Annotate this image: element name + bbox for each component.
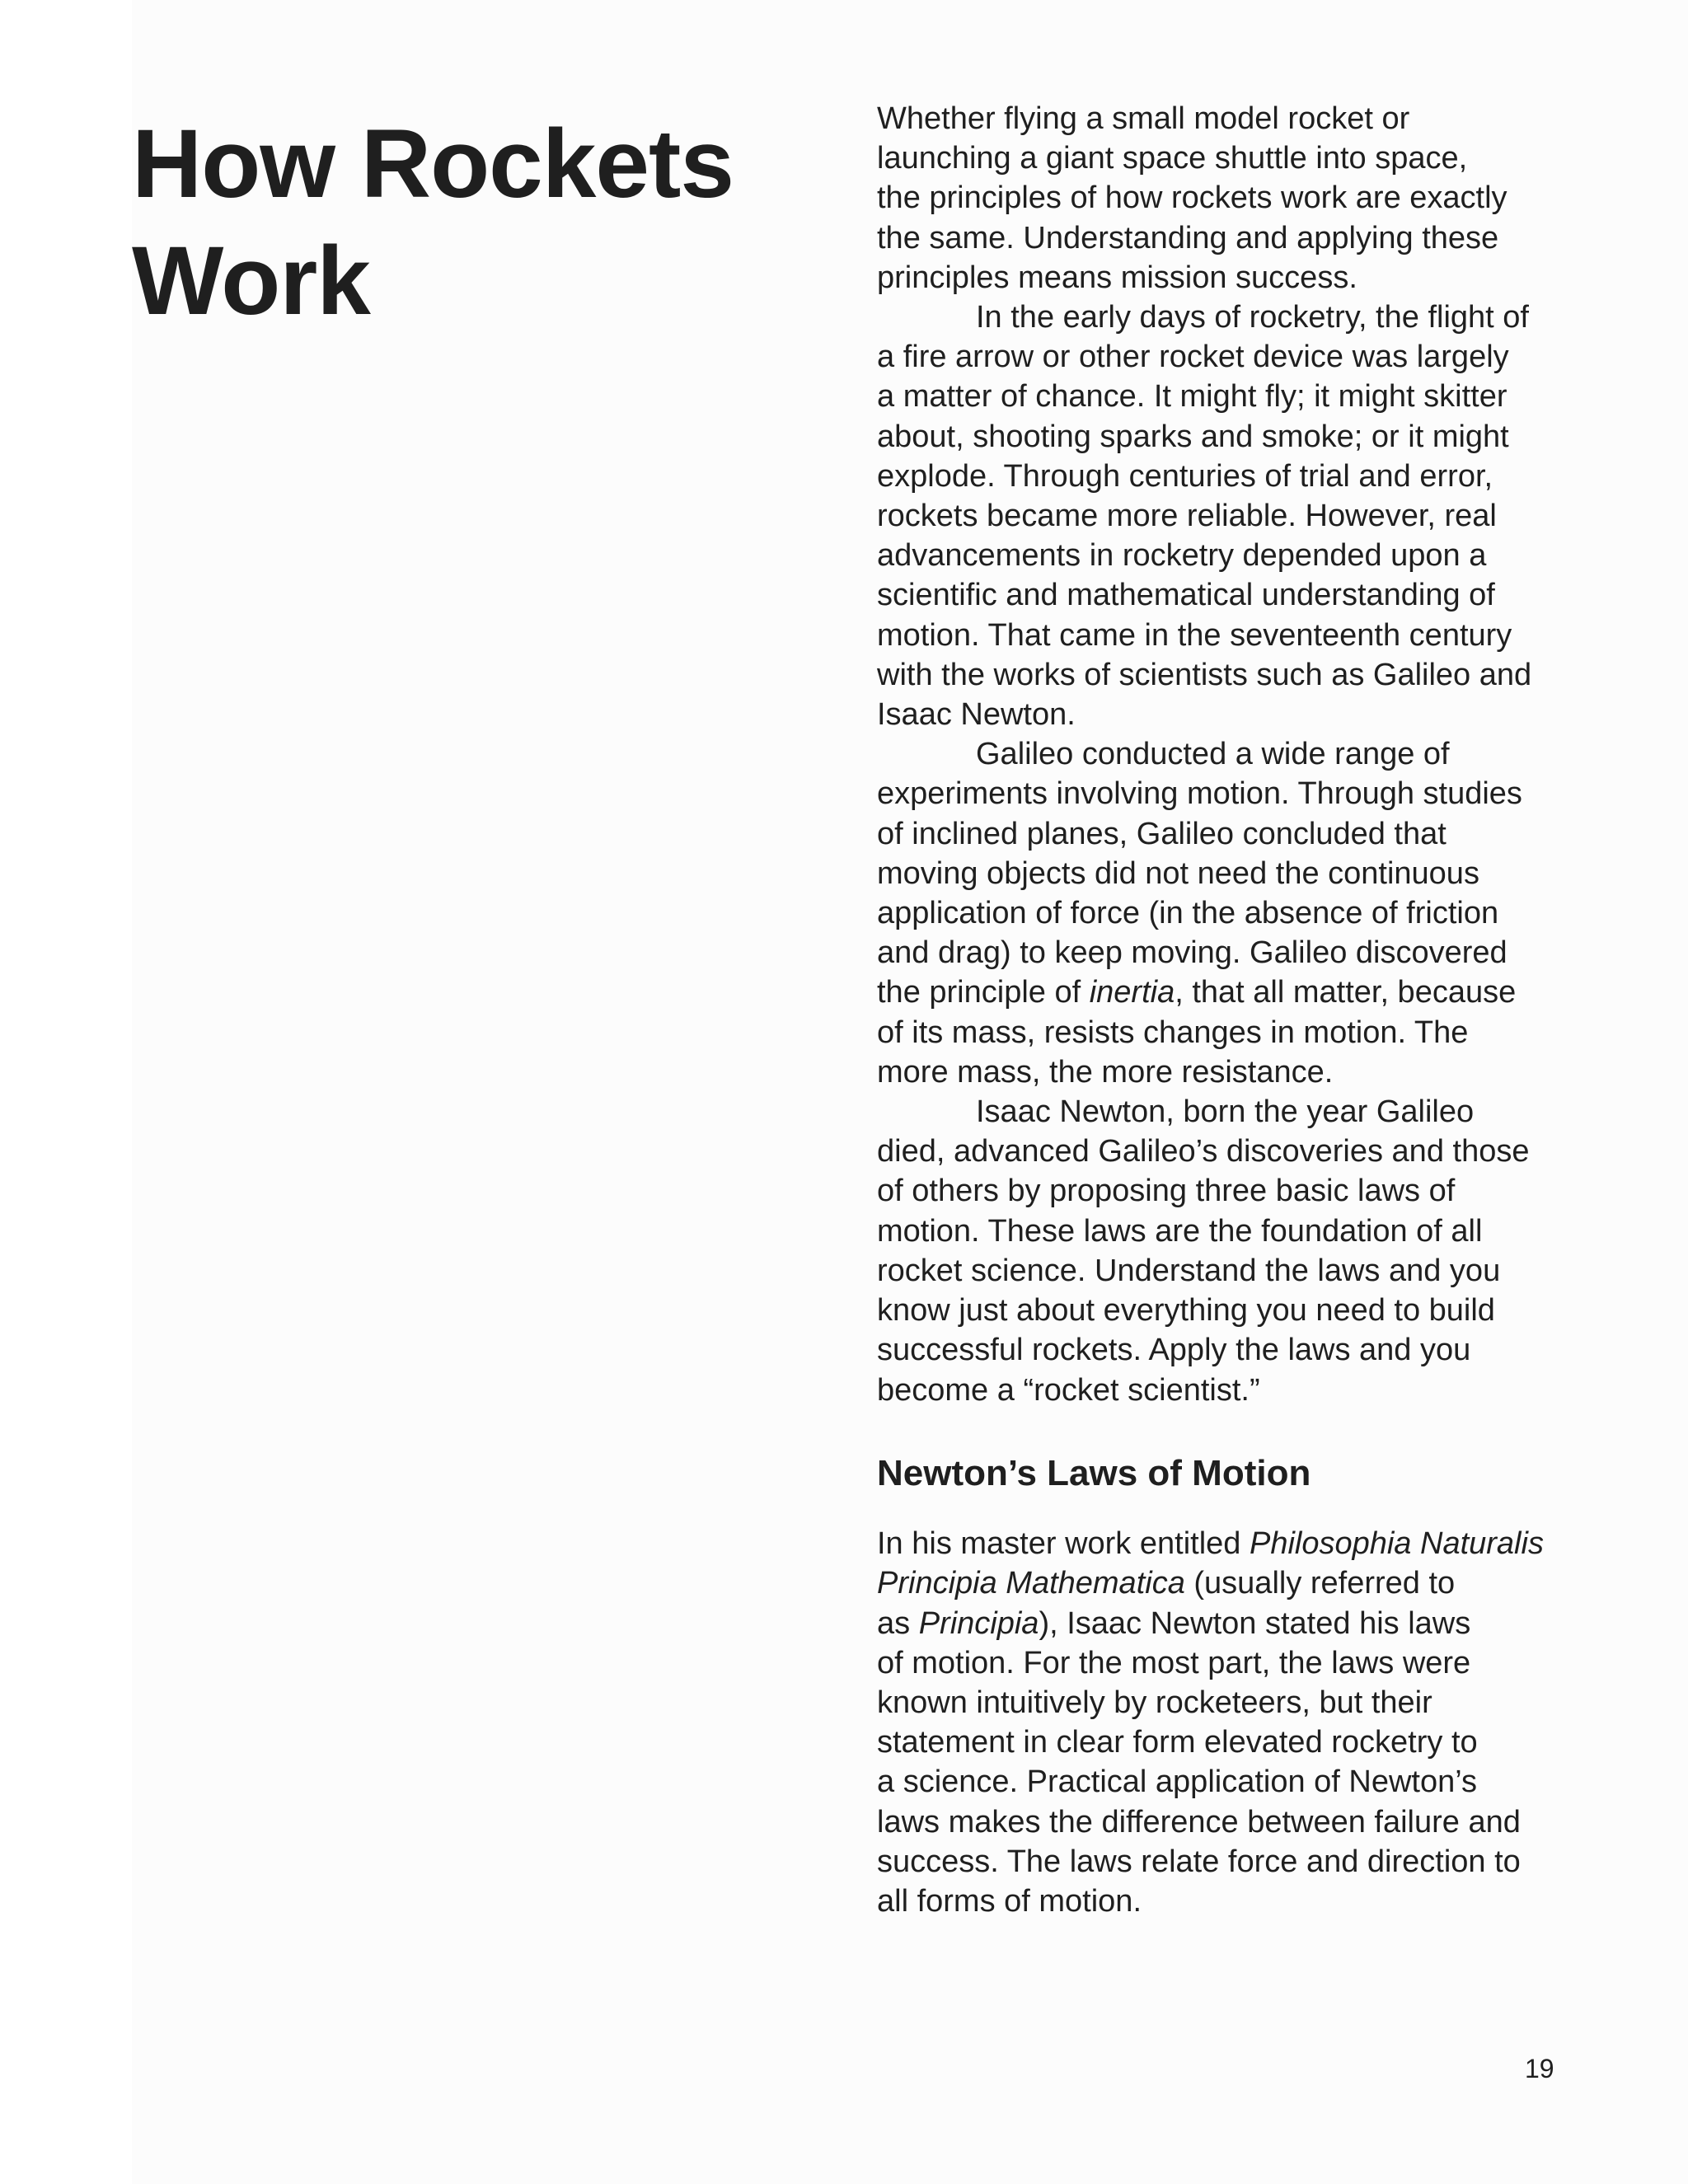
text-line: of its mass, resists changes in motion. The: [877, 1015, 1469, 1050]
text-line: experiments involving motion. Through studies: [877, 776, 1522, 812]
text-line: moving objects did not need the continuous: [877, 855, 1479, 891]
text-line: of inclined planes, Galileo concluded that: [877, 816, 1447, 851]
text-line: died, advanced Galileo’s discoveries and those: [877, 1134, 1530, 1169]
page-title-line-1: How Rockets: [132, 110, 734, 218]
text-fragment: as: [877, 1605, 919, 1641]
text-line: the principles of how rockets work are exactly: [877, 180, 1507, 216]
text-line: rocket science. Understand the laws and you: [877, 1253, 1501, 1288]
text-line: rockets became more reliable. However, real: [877, 499, 1497, 534]
text-line: a matter of chance. It might fly; it might skitter: [877, 379, 1507, 415]
book-title-part-1: Philosophia Naturalis: [1249, 1526, 1544, 1562]
text-line: of others by proposing three basic laws of: [877, 1174, 1456, 1209]
text-line: [877, 972, 1602, 1012]
intro-paragraph-3: [877, 734, 1602, 1092]
text-fragment: In his master work entitled: [877, 1526, 1250, 1562]
text-line: advancements in rocketry depended upon a: [877, 538, 1487, 574]
text-line: Whether flying a small model rocket or: [877, 101, 1410, 136]
text-line: launching a giant space shuttle into space,: [877, 141, 1468, 176]
text-fragment: ), Isaac Newton stated his laws: [1039, 1605, 1471, 1641]
text-line: motion. That came in the seventeenth century: [877, 617, 1512, 653]
text-line: a science. Practical application of Newton’s: [877, 1765, 1478, 1800]
page-title: [132, 105, 824, 340]
text-line: Galileo conducted a wide range of: [976, 737, 1450, 772]
text-fragment: the principle of: [877, 975, 1090, 1010]
text-line: [877, 1563, 1602, 1603]
text-line: known intuitively by rocketeers, but their: [877, 1685, 1432, 1721]
text-line: more mass, the more resistance.: [877, 1054, 1334, 1090]
text-line: a fire arrow or other rocket device was largely: [877, 340, 1509, 375]
section-paragraph: [877, 1524, 1602, 1921]
text-line: success. The laws relate force and direction to: [877, 1844, 1521, 1879]
text-line: all forms of motion.: [877, 1884, 1142, 1919]
text-line: application of force (in the absence of friction: [877, 896, 1499, 931]
text-line: [877, 1524, 1602, 1563]
text-fragment: , that all matter, because: [1175, 975, 1517, 1010]
text-line: statement in clear form elevated rocketry to: [877, 1725, 1478, 1760]
text-line: motion. These laws are the foundation of all: [877, 1213, 1483, 1249]
text-line: Isaac Newton, born the year Galileo: [976, 1094, 1475, 1130]
text-line: Isaac Newton.: [877, 697, 1076, 733]
text-line: of motion. For the most part, the laws were: [877, 1645, 1471, 1680]
page-title-line-2: Work: [132, 227, 370, 335]
text-line: principles means mission success.: [877, 260, 1357, 295]
text-line: successful rockets. Apply the laws and you: [877, 1333, 1471, 1368]
book-title-part-2: Principia Mathematica: [877, 1566, 1185, 1601]
text-line: scientific and mathematical understanding of: [877, 578, 1495, 613]
text-line: In the early days of rocketry, the flight of: [976, 300, 1529, 335]
text-line: the same. Understanding and applying these: [877, 220, 1499, 255]
text-line: become a “rocket scientist.”: [877, 1372, 1260, 1408]
intro-paragraph-1: [877, 99, 1602, 298]
section-heading: Newton’s Laws of Motion: [877, 1452, 1311, 1493]
intro-paragraph-2: [877, 298, 1602, 734]
text-line: [877, 1604, 1602, 1643]
text-line: explode. Through centuries of trial and error,: [877, 458, 1493, 494]
text-line: and drag) to keep moving. Galileo discovered: [877, 935, 1507, 971]
text-line: with the works of scientists such as Galileo and: [877, 657, 1532, 692]
page-number: 19: [1525, 2054, 1554, 2083]
body-column: [877, 99, 1602, 1921]
book-short-title: Principia: [918, 1605, 1039, 1641]
inertia-term: inertia: [1089, 975, 1175, 1010]
text-fragment: (usually referred to: [1184, 1566, 1456, 1601]
text-line: know just about everything you need to build: [877, 1293, 1495, 1329]
text-line: laws makes the difference between failure and: [877, 1804, 1521, 1840]
text-line: about, shooting sparks and smoke; or it might: [877, 419, 1509, 454]
intro-paragraph-4: [877, 1092, 1602, 1410]
